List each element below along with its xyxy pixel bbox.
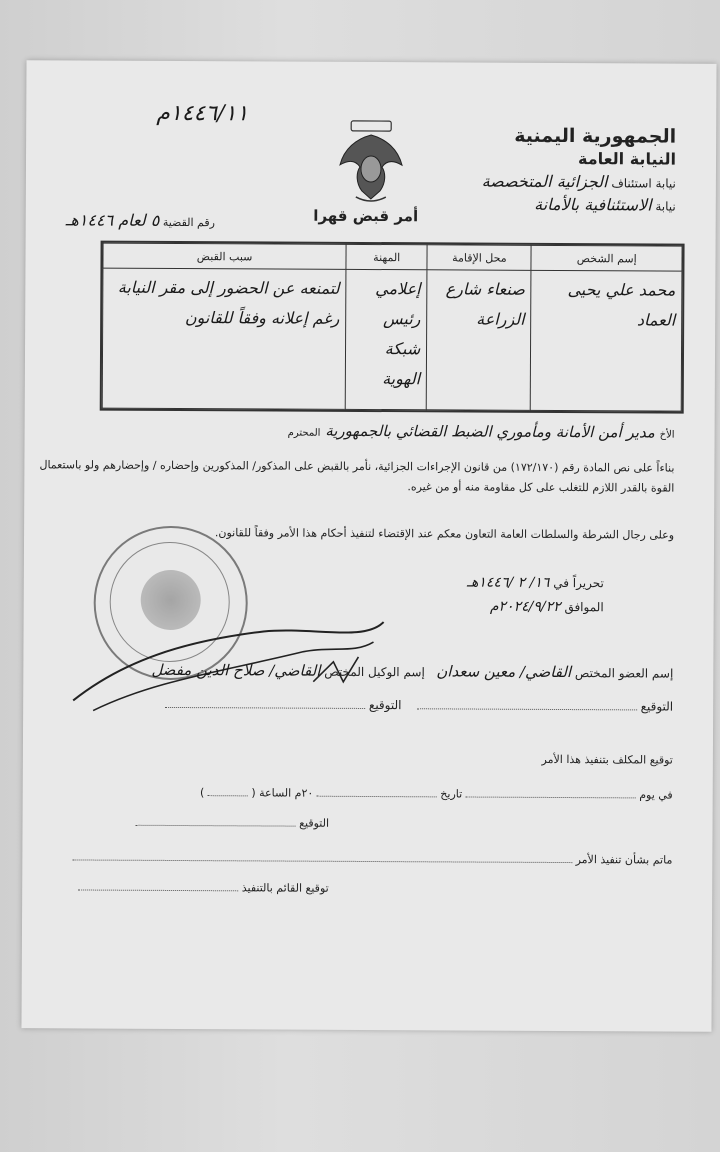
handwritten-date-top: ١٤٤٦/١١م bbox=[156, 100, 249, 127]
cell-name: محمد علي يحيى العماد bbox=[531, 270, 682, 411]
eagle-emblem-icon bbox=[326, 117, 416, 207]
prosecution-line bbox=[446, 171, 676, 191]
date-label: تاريخ bbox=[440, 787, 463, 801]
agent-value: القاضي/ صلاح الدين مفضل bbox=[151, 660, 321, 680]
executor-label: توقيع القائم بالتنفيذ bbox=[241, 881, 329, 895]
addressee-prefix: الأخ bbox=[659, 429, 675, 441]
prosecution-label: نيابة استئناف bbox=[611, 176, 676, 191]
serial-line bbox=[66, 210, 215, 230]
prosecution2-label: نيابة bbox=[655, 199, 676, 214]
document-page bbox=[21, 60, 716, 1032]
written-value: ١٦/ ٢ /١٤٤٦هـ bbox=[466, 574, 550, 591]
prosecution-value: الجزائية المتخصصة bbox=[481, 171, 608, 192]
order-paragraph: بناءاً على نص المادة رقم (١٧٢/١٧٠) من قانون الإجراءات الجزائية، نأمر بالقبض على المذكور/ المذكورين وإحضاره / وإحضارهم ولو باستعمال القوة بالقدر اللازم للتغلب على كل مقاومة منه أو من غيره. bbox=[39, 458, 675, 495]
agent-label: إسم الوكيل المختص bbox=[324, 664, 425, 680]
header-block bbox=[446, 124, 676, 214]
equiv-label: الموافق bbox=[564, 600, 604, 615]
written-date-line bbox=[304, 570, 604, 596]
cell-residence: صنعاء شارع الزراعة bbox=[426, 270, 531, 411]
cell-profession: إعلامي رئيس شبكة الهوية bbox=[345, 269, 427, 409]
addressee-suffix: المحترم bbox=[287, 427, 321, 439]
addressee-line bbox=[55, 420, 675, 441]
hour-label: ٢٠م الساعة ( bbox=[251, 786, 314, 800]
serial-value: ٥ لعام ١٤٤٦هـ bbox=[65, 210, 160, 230]
member-value: القاضي/ معين سعدان bbox=[436, 662, 572, 682]
col-residence-header: محل الإقامة bbox=[427, 245, 531, 271]
order-title: أمر قبض قهرا bbox=[313, 206, 419, 226]
suspect-table bbox=[100, 241, 685, 414]
prosecution2-value: الاستئنافية بالأمانة bbox=[534, 194, 652, 215]
col-name-header: إسم الشخص bbox=[531, 245, 682, 271]
member-label: إسم العضو المختص bbox=[574, 666, 674, 681]
col-profession-header: المهنة bbox=[346, 244, 427, 269]
assigned-line bbox=[33, 750, 673, 766]
day-line bbox=[33, 785, 673, 801]
signatures-block bbox=[33, 660, 673, 713]
sign-label-right: التوقيع bbox=[640, 699, 674, 714]
office-name: النيابة العامة bbox=[577, 149, 677, 169]
hour-close: ) bbox=[200, 786, 205, 800]
col-reason-header: سبب القبض bbox=[103, 243, 346, 269]
table-row bbox=[102, 268, 682, 411]
addressee-value: مدير أمن الأمانة ومأموري الضبط القضائي بالجمهورية bbox=[325, 421, 655, 442]
written-label: تحريراً في bbox=[553, 575, 604, 591]
day-label: في يوم bbox=[639, 788, 673, 802]
country-name: الجمهورية اليمنية bbox=[514, 124, 677, 148]
prosecution2-line bbox=[446, 194, 676, 214]
assigned-label: توقيع المكلف بتنفيذ هذا الأمر bbox=[541, 752, 673, 767]
done-label: ماتم بشأن تنفيذ الأمر bbox=[575, 853, 673, 867]
table-header-row bbox=[103, 243, 682, 271]
exec-sign-label: التوقيع bbox=[299, 816, 330, 830]
executor-line bbox=[32, 880, 672, 896]
names-row bbox=[33, 660, 673, 681]
exec-sign-line bbox=[33, 815, 673, 831]
police-paragraph: وعلى رجال الشرطة والسلطات العامة التعاون معكم عند الإقتضاء لتنفيذ أحكام هذا الأمر وفقاً للقانون. bbox=[214, 526, 675, 542]
equiv-value: ٢٠٢٤/٩/٢٢م bbox=[489, 598, 561, 616]
done-line bbox=[32, 850, 672, 866]
serial-label: رقم القضية bbox=[162, 215, 215, 230]
cell-reason: لتمنعه عن الحضور إلى مقر النيابة رغم إعلانه وفقاً للقانون bbox=[102, 268, 346, 409]
sign-label-left: التوقيع bbox=[368, 698, 402, 713]
